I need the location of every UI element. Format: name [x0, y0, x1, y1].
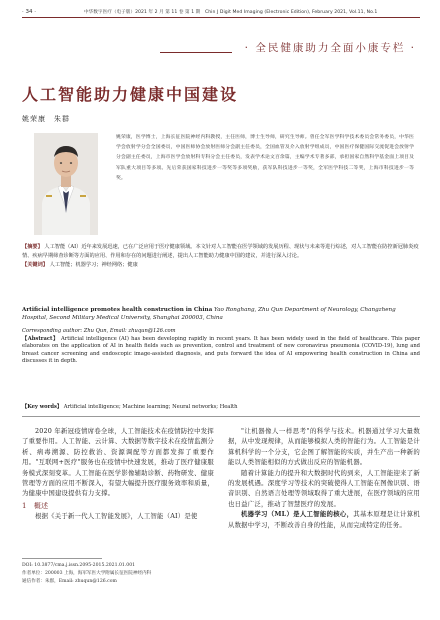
footnote-corresponding: 通信作者：朱群，Email: zhuqun@126.com: [22, 579, 117, 584]
subsection-lead: 机器学习（ML）是人工智能的核心，: [241, 510, 354, 519]
footnote-rule: [22, 558, 102, 559]
footnote-affiliation: 作者单位：200003 上海，海军军医大学附属长征医院神经内科: [22, 571, 152, 576]
keywords-text-cn: 人工智能；机器学习；神经网络；健康: [49, 262, 138, 269]
article-authors: 姚荣康 朱群: [22, 115, 70, 123]
body-rule: [22, 416, 420, 417]
english-keywords-label: 【Key words】: [22, 404, 63, 410]
chinese-abstract-body: [22, 243, 420, 261]
english-title-block: [22, 306, 420, 322]
english-abstract-label: 【Abstract】: [22, 335, 59, 342]
english-title: Artificial intelligence promotes health construction in China: [22, 307, 213, 313]
english-affiliation: Department of Neurology, Changzheng Hospital, Second Military Medical University, Shanghai 200003, China: [22, 307, 396, 322]
author-bio-text: 姚荣康，医学博士，上海长征医院神经内科教授，主任医师，博士生导师，研究生导师。曾任全军医学科学技术委员会常务委员，中华医学会放射学分会全国委员，中国医师协会放射医师分会副主任委员，全国血管及介入放射学组成员，中国医疗保健国际交流促进会放射学分会副主任委员，上海市医学会放射科专科分会主任委员，发表学术论文百余篇，主编学术专著多部，承担国家自然科学基金面上项目及军队重大项目等多项。先后荣获国家科技进步一等奖等多项奖励，获军队科技进步一等奖，全军医学科技二等奖，上海市科技进步一等奖。: [116, 135, 414, 181]
section-heading: 1 概述: [22, 501, 49, 510]
body-paragraph: [228, 509, 420, 530]
english-corresponding: Zhu Qun, Email: zhuqun@126.com: [83, 328, 176, 334]
body-column-left: [22, 426, 214, 522]
english-authors: Yao Ronghang, Zhu Qun: [213, 307, 283, 313]
body-paragraph: 2020 年新冠疫情席卷全球，人工智能技术在疫情防控中发挥了重要作用。人工智能、云计算、大数据等数字技术在疫情监测分析、病毒溯源、防控救治、资源调配等方面都发挥了重要作用。"互联网+医疗"服务也在疫情中快速发展，推动了医疗健康服务模式深刻变革。人工智能在医学影像辅助诊断、药物研发、健康管理等方面的应用不断深入，有望大幅提升医疗服务效率和质量，为健康中国建设提供有力支撑。: [22, 427, 214, 498]
footnote-doi: DOI: 10.3877/cma.j.issn.2095-2015.2021.01.001: [22, 563, 136, 568]
running-header: [0, 0, 440, 30]
header-rule: [22, 17, 420, 18]
english-keywords: [22, 404, 420, 412]
english-corresponding-label: Corresponding author:: [22, 328, 83, 334]
page-number: · 34 ·: [22, 9, 36, 15]
body-paragraph: "让机器像人一样思考"的科学与技术。机器通过学习大量数据，从中发现规律，从而能够模拟人类的智能行为。人工智能是计算机科学的一个分支，它企图了解智能的实质，并生产出一种新的能以人类智能相似的方式做出反应的智能机器。: [228, 427, 420, 467]
chinese-keywords: [22, 261, 420, 270]
footnote: [22, 562, 214, 586]
body-column-right: [228, 426, 420, 530]
english-abstract: [22, 328, 420, 366]
keywords-label-cn: 【关键词】: [22, 262, 48, 269]
journal-citation: 中华数字医疗（电子版）2021 年 2 月 第 11 卷 第 1 期 Chin J Digit Med Imaging (Electronic Edition), February 2021, Vol.11, No.1: [84, 10, 378, 15]
body-paragraph-continued: 其基本原理是让计算机从数据中学习，不断改善自身的性能，从而完成特定的任务。: [228, 510, 421, 529]
article-title: 人工智能助力健康中国建设: [22, 85, 239, 104]
english-abstract-text: Artificial intelligence (AI) has been developing rapidly in recent years. It has been widely used in the field of healthcare. This paper elaborates on the application of AI in health fields such as prevention, control and treatment of new coronavirus pneumonia (COVID-19), lung and breast cancer screening and endoscopic image-assisted diagnosis, and puts forward the idea of AI empowering health construction in China and discusses it in depth.: [22, 335, 421, 365]
column-tag-rule: [160, 52, 232, 53]
abstract-label-cn: 【摘要】: [22, 244, 43, 250]
column-tag: · 全民健康助力全面小康专栏 ·: [244, 42, 416, 54]
author-portrait-image: [34, 133, 98, 235]
body-paragraph: 随着计算能力的提升和大数据时代的到来，人工智能迎来了新的发展机遇。深度学习等技术的突破使得人工智能在图像识别、语音识别、自然语言处理等领域取得了重大进展，在医疗领域的应用也日益广泛，推动了智慧医疗的发展。: [228, 468, 420, 508]
author-portrait: [34, 133, 98, 235]
chinese-abstract: [22, 243, 420, 271]
author-bio-box: [26, 130, 416, 240]
body-paragraph: 根据《关于新一代人工智能发展》，人工智能（AI）是使: [35, 512, 198, 521]
abstract-text-cn: 人工智能（AI）近年来发展迅速，已在广泛应用于医疗健康领域。本文针对人工智能在医学领域的发展历程、现状与未来等进行综述，对人工智能在防控新冠肺炎疫情、疾病早期筛查诊断等方面的应用、作用和存在的问题进行阐述，提出人工智能助力健康中国的建议，并进行深入讨论。: [22, 244, 419, 260]
english-keywords-text: Artificial intelligence; Machine learning; Neural networks; Health: [63, 404, 238, 410]
